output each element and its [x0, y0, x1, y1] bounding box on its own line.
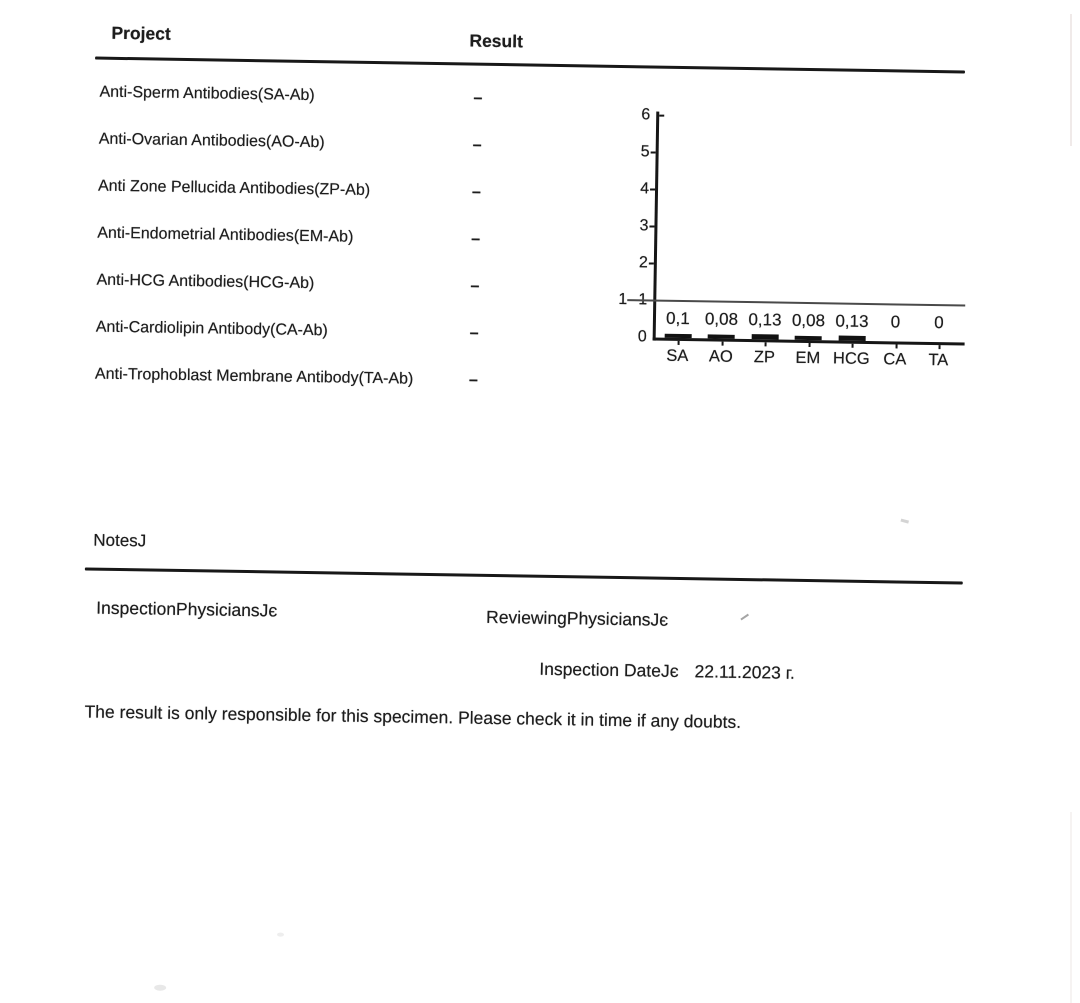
project-name: Anti-Sperm Antibodies(SA-Ab): [99, 83, 315, 105]
bar: [795, 336, 822, 340]
reviewing-physicians-label: ReviewingPhysiciansJє: [485, 606, 669, 630]
bar: [708, 334, 735, 338]
y-tick-label: 2: [638, 254, 648, 272]
inspection-date-value: 22.11.2023 г.: [694, 661, 796, 683]
bar-value-label: 0,13: [835, 311, 869, 331]
bar-value-label: 0,1: [665, 308, 690, 329]
x-category-label: ZP: [753, 348, 776, 367]
notes-label: NotesJ: [93, 530, 147, 551]
disclaimer-text: The result is only responsible for this specimen. Please check it in time if any doubts.: [84, 701, 742, 732]
result-value: –: [469, 324, 479, 342]
notes-divider-line: [85, 567, 963, 584]
bar: [751, 334, 778, 339]
bar-value-label: 0,08: [791, 310, 826, 331]
y-tick: [650, 188, 655, 190]
result-value: –: [471, 230, 481, 248]
scan-artifact: [900, 519, 909, 524]
project-name: Anti-Endometrial Antibodies(EM-Ab): [97, 224, 354, 246]
project-name: Anti-Ovarian Antibodies(AO-Ab): [98, 130, 325, 152]
y-tick-label: 0: [637, 328, 647, 346]
scan-artifact: [154, 985, 166, 991]
result-column-header: Result: [469, 30, 524, 52]
result-value: –: [472, 136, 482, 154]
x-tick: [895, 344, 897, 348]
inspection-physicians-label: InspectionPhysiciansJє: [96, 597, 278, 621]
result-value: –: [473, 89, 483, 107]
x-category-label: SA: [666, 346, 689, 366]
project-name: Anti-Cardiolipin Antibody(CA-Ab): [95, 318, 328, 340]
inspection-date-label: Inspection DateJє: [539, 658, 679, 681]
inspection-date-row: [539, 659, 795, 684]
bar-value-label: 0: [934, 313, 944, 333]
x-tick: [678, 341, 680, 345]
x-category-label: EM: [795, 348, 821, 368]
bar-value-label: 0,13: [748, 310, 782, 330]
reference-line: [627, 299, 965, 306]
bar: [838, 336, 865, 341]
y-tick: [649, 262, 654, 264]
x-tick: [765, 342, 767, 346]
x-category-label: AO: [708, 347, 733, 366]
project-name: Anti-Trophoblast Membrane Antibody(TA-Ab): [94, 365, 414, 388]
x-category-label: HCG: [832, 349, 870, 369]
scan-artifact: [740, 614, 749, 621]
bar-value-label: 0,08: [704, 309, 739, 329]
y-tick-label: 6: [641, 106, 651, 124]
x-tick: [852, 344, 854, 348]
bar-value-label: 0: [890, 312, 901, 332]
x-category-label: TA: [928, 350, 949, 370]
y-tick-label: 4: [640, 180, 650, 198]
project-column-header: Project: [111, 22, 171, 44]
antibody-bar-chart: [618, 105, 982, 410]
scanner-edge-line: [1070, 14, 1072, 146]
reference-line-label: 1: [618, 290, 628, 309]
y-axis-top-tick: [659, 115, 664, 117]
result-value: –: [468, 371, 478, 389]
x-tick: [939, 345, 941, 349]
scanner-edge-line: [1070, 812, 1072, 1003]
y-tick: [649, 225, 654, 227]
y-tick-label: 5: [640, 143, 650, 161]
project-name: Anti Zone Pellucida Antibodies(ZP-Ab): [97, 177, 371, 199]
y-tick: [651, 151, 656, 153]
result-value: –: [471, 183, 482, 201]
y-tick-label: 3: [639, 217, 649, 235]
bar: [664, 334, 691, 338]
x-tick: [808, 343, 810, 347]
result-value: –: [470, 277, 480, 295]
scan-artifact: [277, 933, 284, 937]
x-category-label: CA: [883, 350, 907, 369]
x-tick: [721, 342, 723, 346]
project-name: Anti-HCG Antibodies(HCG-Ab): [96, 271, 315, 293]
